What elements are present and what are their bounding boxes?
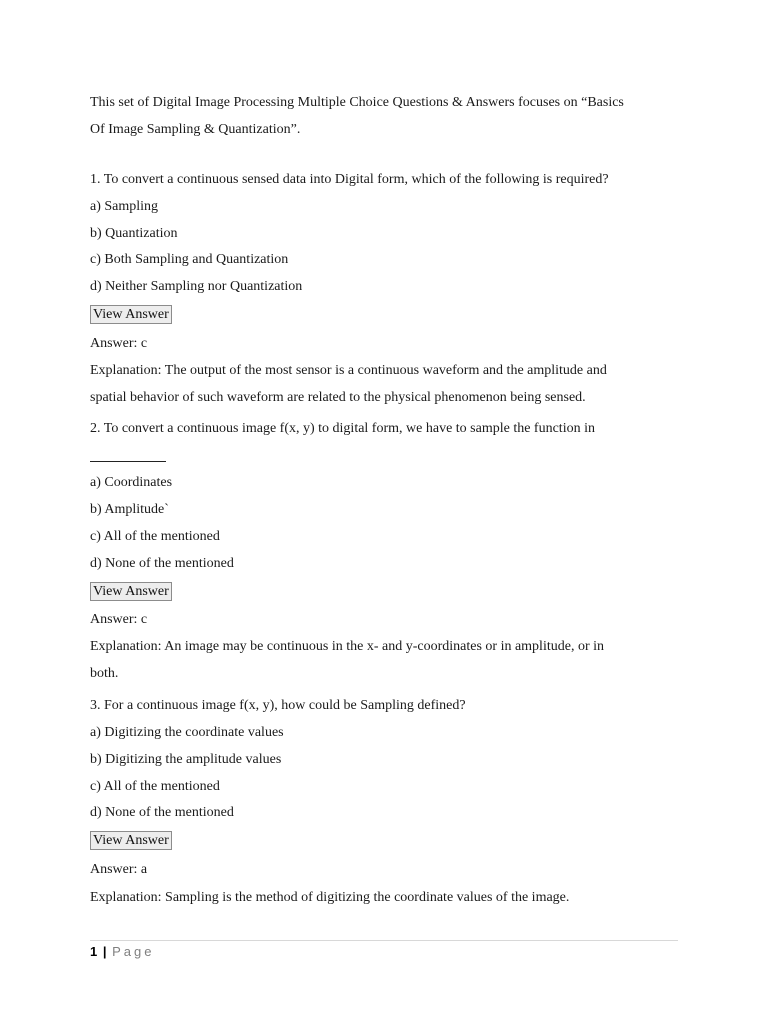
question-1-option-a: a) Sampling (90, 199, 159, 214)
question-3-view-answer-button[interactable]: View Answer (90, 831, 172, 850)
question-2-option-c: c) All of the mentioned (90, 529, 220, 544)
footer-divider (90, 940, 678, 941)
question-3-option-a: a) Digitizing the coordinate values (90, 725, 284, 740)
page-separator: | (102, 944, 107, 959)
question-2-option-b: b) Amplitude` (90, 502, 169, 517)
question-2-option-a: a) Coordinates (90, 475, 173, 490)
question-1-option-d: d) Neither Sampling nor Quantization (90, 279, 303, 294)
question-1-view-answer-button[interactable]: View Answer (90, 305, 172, 324)
question-3-answer: Answer: a (90, 862, 148, 877)
question-1-answer: Answer: c (90, 336, 148, 351)
question-1-explanation-line-2: spatial behavior of such waveform are related to the physical phenomenon being sensed. (90, 390, 586, 405)
question-3-explanation-line-1: Explanation: Sampling is the method of digitizing the coordinate values of the image. (90, 890, 570, 905)
page-label: Page (112, 944, 155, 959)
question-2-answer: Answer: c (90, 612, 148, 627)
question-2-view-answer-button[interactable]: View Answer (90, 582, 172, 601)
question-2-text: 2. To convert a continuous image f(x, y) to digital form, we have to sample the function in (90, 421, 595, 436)
question-1-option-c: c) Both Sampling and Quantization (90, 252, 289, 267)
question-3-text: 3. For a continuous image f(x, y), how could be Sampling defined? (90, 698, 466, 713)
question-1-text: 1. To convert a continuous sensed data into Digital form, which of the following is required? (90, 172, 609, 187)
page-footer (90, 944, 155, 960)
intro-line-2: Of Image Sampling & Quantization”. (90, 122, 301, 137)
page-number: 1 (90, 944, 98, 959)
question-2-answer-blank (90, 461, 166, 462)
question-2-explanation-line-1: Explanation: An image may be continuous in the x- and y-coordinates or in amplitude, or in (90, 639, 604, 654)
question-3-option-b: b) Digitizing the amplitude values (90, 752, 282, 767)
intro-line-1: This set of Digital Image Processing Multiple Choice Questions & Answers focuses on “Basics (90, 95, 624, 110)
question-1-option-b: b) Quantization (90, 226, 178, 241)
question-2-explanation-line-2: both. (90, 666, 119, 681)
question-1-explanation-line-1: Explanation: The output of the most sensor is a continuous waveform and the amplitude and (90, 363, 607, 378)
question-3-option-d: d) None of the mentioned (90, 805, 234, 820)
question-2-option-d: d) None of the mentioned (90, 556, 234, 571)
question-3-option-c: c) All of the mentioned (90, 779, 220, 794)
